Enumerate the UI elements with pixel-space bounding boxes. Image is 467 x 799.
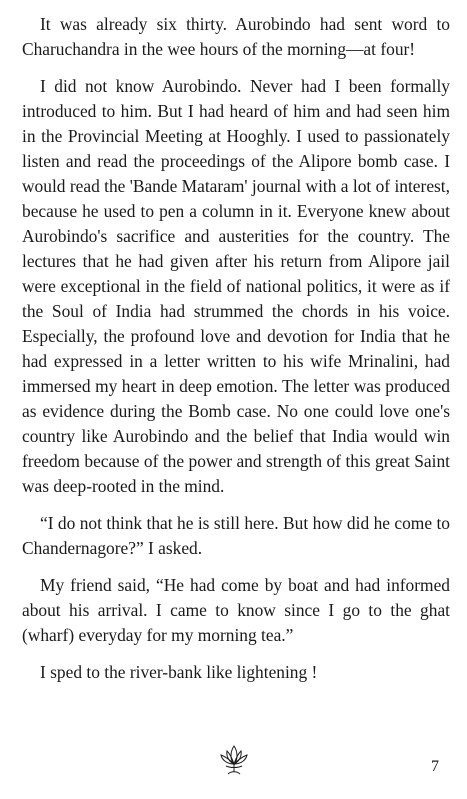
page-footer [0,742,467,792]
paragraph: I sped to the river-bank like lightening ! [40,662,318,682]
lotus-icon [219,742,249,780]
paragraph: “I do not think that he is still here. But how did he come to Chandernagore?” I asked. [22,513,450,558]
paragraph: It was already six thirty. Aurobindo had sent word to Charuchandra in the wee hours of the morning—at four! [22,14,450,59]
paragraph: My friend said, “He had come by boat and had informed about his arrival. I came to know since I go to the ghat (wharf) everyday for my morning tea.” [22,575,450,645]
page-number: 7 [431,758,439,775]
paragraph: I did not know Aurobindo. Never had I been formally introduced to him. But I had heard of him and had seen him in the Provincial Meeting at Hooghly. I used to passionately listen and read the proceedings of the Alipore bomb case. I would read the 'Bande Mataram' journal with a lot of interest, because he used to pen a column in it. Everyone knew about Aurobindo's sacrifice and austerities for the country. The lectures that he had given after his return from Alipore jail were exceptional in the field of national politics, it were as if the Soul of India had strummed the chords in his voice. Especially, the profound love and devotion for India that he had expressed in a letter written to his wife Mrinalini, had immersed my heart in deep emotion. The letter was produced as evidence during the Bomb case. No one could love one's country like Aurobindo and the belief that India would win freedom because of the power and strength of this great Saint was deep-rooted in the mind. [22,76,450,496]
page-body [22,12,450,697]
